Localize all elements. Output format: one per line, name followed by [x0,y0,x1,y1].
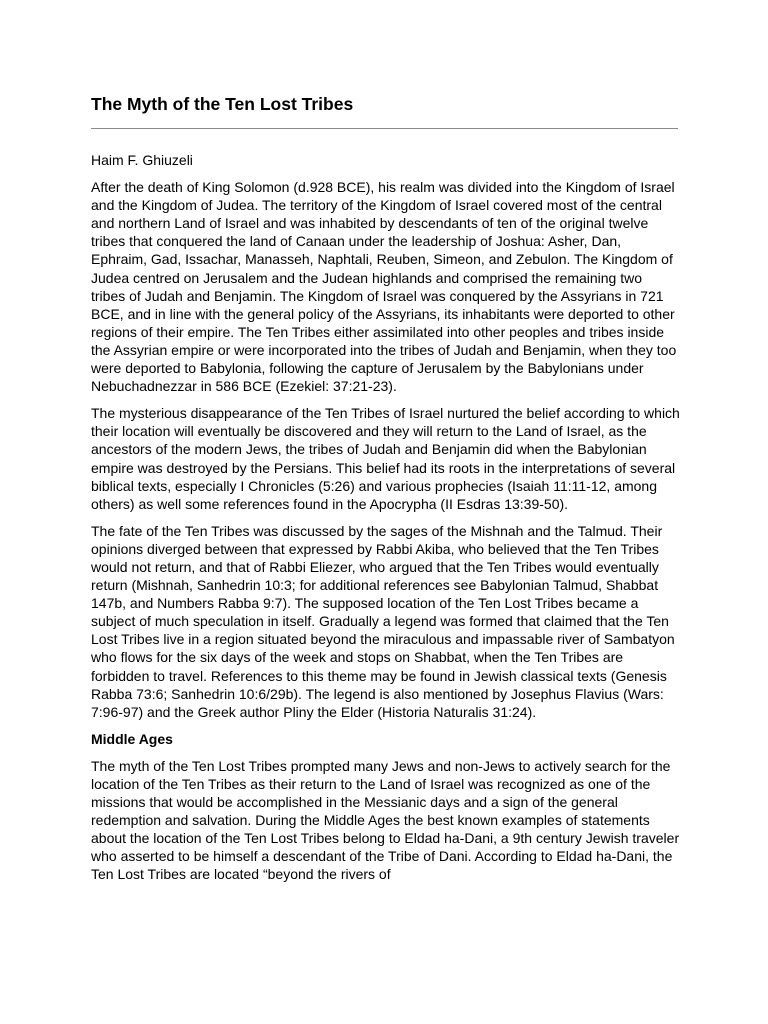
document-body [91,151,680,884]
section-heading-middle-ages: Middle Ages [91,730,173,747]
body-paragraph-3: The fate of the Ten Tribes was discussed by the sages of the Mishnah and the Talmud. Their opinions diverged between that expressed by Rabbi Akiba, who believed that the Ten Tribes would not return, and that of Rabbi Eliezer, who argued that the Ten Tribes would eventually return (Mishnah, Sanhedrin 10:3; for additional references see Babylonian Talmud, Shabbat 147b, and Numbers Rabba 9:7). The supposed location of the Ten Lost Tribes became a subject of much speculation in itself. Gradually a legend was formed that claimed that the Ten Lost Tribes live in a region situated beyond the miraculous and impassable river of Sambatyon who flows for the six days of the week and stops on Shabbat, when the Ten Tribes are forbidden to travel. References to this theme may be found in Jewish classical texts (Genesis Rabba 73:6; Sanhedrin 10:6/29b). The legend is also mentioned by Josephus Flavius (Wars: 7:96-97) and the Greek author Pliny the Elder (Historia Naturalis 31:24). [91,522,675,720]
body-paragraph-1: After the death of King Solomon (d.928 BCE), his realm was divided into the Kingdom of Israel and the Kingdom of Judea. The territory of the Kingdom of Israel covered most of the central and northern Land of Israel and was inhabited by descendants of ten of the original twelve tribes that conquered the land of Canaan under the leadership of Joshua: Asher, Dan, Ephraim, Gad, Issachar, Manasseh, Naphtali, Reuben, Simeon, and Zebulon. The Kingdom of Judea centred on Jerusalem and the Judean highlands and comprised the remaining two tribes of Judah and Benjamin. The Kingdom of Israel was conquered by the Assyrians in 721 BCE, and in line with the general policy of the Assyrians, its inhabitants were deported to other regions of their empire. The Ten Tribes either assimilated into other peoples and tribes inside the Assyrian empire or were incorporated into the tribes of Judah and Benjamin, when they too were deported to Babylonia, following the capture of Jerusalem by the Babylonians under Nebuchadnezzar in 586 BCE (Ezekiel: 37:21-23). [91,179,677,395]
body-paragraph-4: The myth of the Ten Lost Tribes prompted many Jews and non-Jews to actively search for the location of the Ten Tribes as their return to the Land of Israel was recognized as one of the missions that would be accomplished in the Messianic days and a sign of the general redemption and salvation. During the Middle Ages the best known examples of statements about the location of the Ten Lost Tribes belong to Eldad ha-Dani, a 9th century Jewish traveler who asserted to be himself a descendant of the Tribe of Dani. According to Eldad ha-Dani, the Ten Lost Tribes are located “beyond the rivers of [91,757,680,883]
document-title: The Myth of the Ten Lost Tribes [91,94,354,114]
title-divider [91,128,678,129]
body-paragraph-2: The mysterious disappearance of the Ten Tribes of Israel nurtured the belief according to which their location will eventually be discovered and they will return to the Land of Israel, as the ancestors of the modern Jews, the tribes of Judah and Benjamin did when the Babylonian empire was destroyed by the Persians. This belief had its roots in the interpretations of several biblical texts, especially I Chronicles (5:26) and various prophecies (Isaiah 11:11-12, among others) as well some references found in the Apocrypha (II Esdras 13:39-50). [91,405,680,512]
author-name: Haim F. Ghiuzeli [91,152,193,168]
